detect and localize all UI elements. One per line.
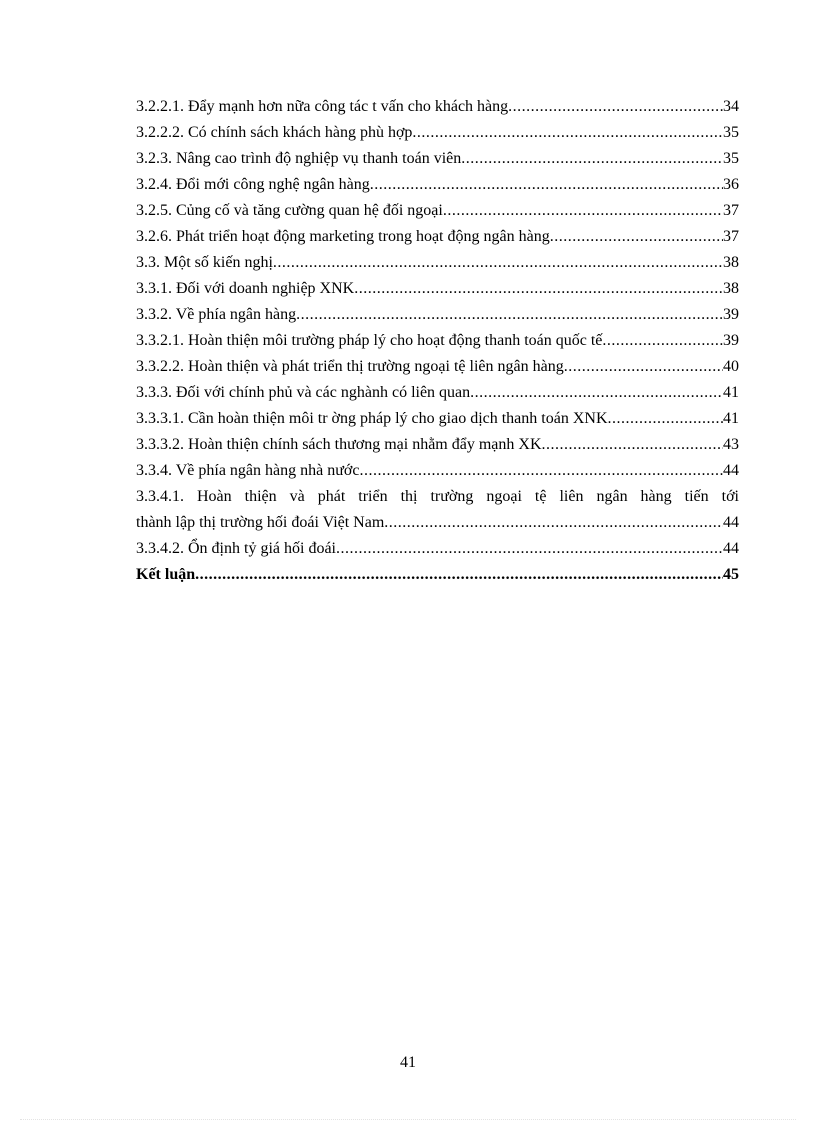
- toc-entry-page: 35: [723, 124, 739, 141]
- toc-entry-label-line1: 3.3.4.1. Hoàn thiện và phát triển thị trường ngoại tệ liên ngân hàng tiến tới: [136, 488, 739, 505]
- toc-entry: [136, 458, 739, 484]
- toc-entry: [136, 328, 739, 354]
- toc-entry-line2: [136, 510, 739, 536]
- toc-entry-page: 40: [723, 358, 739, 375]
- toc-dot-leader: [602, 328, 723, 354]
- toc-dot-leader: [542, 432, 724, 458]
- toc-entry: [136, 406, 739, 432]
- toc-entry-page: 37: [723, 228, 739, 245]
- toc-entry-page: 44: [723, 540, 739, 557]
- toc-entry: [136, 224, 739, 250]
- toc-entry: [136, 354, 739, 380]
- toc-entry-page: 35: [723, 150, 739, 167]
- toc-dot-leader: [296, 302, 723, 328]
- toc-dot-leader: [508, 94, 723, 120]
- toc-entry-label: 3.2.4. Đổi mới công nghệ ngân hàng: [136, 176, 370, 193]
- toc-entry-label: 3.3.4.2. Ổn định tỷ giá hối đoái: [136, 540, 336, 557]
- toc-entry-label: 3.3.2.2. Hoàn thiện và phát triển thị trường ngoại tệ liên ngân hàng: [136, 358, 564, 375]
- toc-entry-label: Kết luận: [136, 566, 196, 583]
- toc-entry-label: 3.2.2.1. Đẩy mạnh hơn nữa công tác t vấn cho khách hàng: [136, 98, 509, 115]
- toc-dot-leader: [354, 276, 723, 302]
- toc-entry-label: 3.3.2. Về phía ngân hàng: [136, 306, 297, 323]
- toc-entry-page: 43: [723, 436, 739, 453]
- toc-entry-label: 3.3.3.1. Cần hoàn thiện môi tr ờng pháp lý cho giao dịch thanh toán XNK: [136, 410, 608, 427]
- toc-dot-leader: [608, 406, 724, 432]
- toc-entry: [136, 146, 739, 172]
- toc-entry-page: 41: [723, 410, 739, 427]
- toc-entry-page: 37: [723, 202, 739, 219]
- toc-entry-page: 44: [723, 462, 739, 479]
- toc-entry-page: 38: [723, 254, 739, 271]
- table-of-contents: [136, 94, 739, 588]
- toc-entry-label: 3.3.3. Đối với chính phủ và các nghành có liên quan: [136, 384, 471, 401]
- toc-dot-leader: [443, 198, 723, 224]
- toc-entry-label: 3.3.1. Đối với doanh nghiệp XNK: [136, 280, 355, 297]
- toc-entry: [136, 120, 739, 146]
- toc-entry-label: 3.2.6. Phát triển hoạt động marketing trong hoạt động ngân hàng: [136, 228, 550, 245]
- page-number: 41: [400, 1054, 416, 1071]
- toc-entry-label: 3.3.4. Về phía ngân hàng nhà nước: [136, 462, 360, 479]
- toc-entry-page: 44: [723, 514, 739, 531]
- toc-entry: [136, 380, 739, 406]
- toc-dot-leader: [273, 250, 723, 276]
- toc-entry-page: 38: [723, 280, 739, 297]
- toc-entry-label: 3.2.2.2. Có chính sách khách hàng phù hợp: [136, 124, 413, 141]
- toc-entry-label: 3.3.3.2. Hoàn thiện chính sách thương mại nhằm đẩy mạnh XK: [136, 436, 542, 453]
- toc-entry-page: 39: [723, 306, 739, 323]
- toc-entry: [136, 276, 739, 302]
- toc-dot-leader: [550, 224, 723, 250]
- toc-entry-label: 3.3. Một số kiến nghị: [136, 254, 273, 271]
- toc-dot-leader: [461, 146, 723, 172]
- toc-entry-label: 3.2.5. Củng cố và tăng cường quan hệ đối ngoại: [136, 202, 443, 219]
- toc-dot-leader: [384, 510, 723, 536]
- toc-entry: [136, 198, 739, 224]
- toc-entry: [136, 302, 739, 328]
- toc-entry: [136, 172, 739, 198]
- toc-entry: [136, 94, 739, 120]
- toc-entry-page: 36: [723, 176, 739, 193]
- toc-dot-leader: [370, 172, 723, 198]
- toc-entry: [136, 432, 739, 458]
- toc-entry-label-line2: thành lập thị trường hối đoái Việt Nam: [136, 514, 385, 531]
- toc-dot-leader: [412, 120, 723, 146]
- toc-entry-label: 3.2.3. Nâng cao trình độ nghiệp vụ thanh toán viên: [136, 150, 462, 167]
- toc-dot-leader: [359, 458, 723, 484]
- page-bottom-divider: [20, 1119, 796, 1120]
- toc-dot-leader: [470, 380, 723, 406]
- toc-dot-leader: [195, 562, 723, 588]
- toc-entry-page: 39: [723, 332, 739, 349]
- toc-entry: [136, 536, 739, 562]
- toc-dot-leader: [336, 536, 723, 562]
- toc-entry-page: 41: [723, 384, 739, 401]
- toc-dot-leader: [564, 354, 723, 380]
- toc-entry-multiline: [136, 484, 739, 536]
- toc-entry-conclusion: [136, 562, 739, 588]
- toc-entry-page: 34: [723, 98, 739, 115]
- toc-entry-label: 3.3.2.1. Hoàn thiện môi trường pháp lý cho hoạt động thanh toán quốc tế: [136, 332, 603, 349]
- toc-entry: [136, 250, 739, 276]
- toc-entry-page: 45: [723, 566, 739, 583]
